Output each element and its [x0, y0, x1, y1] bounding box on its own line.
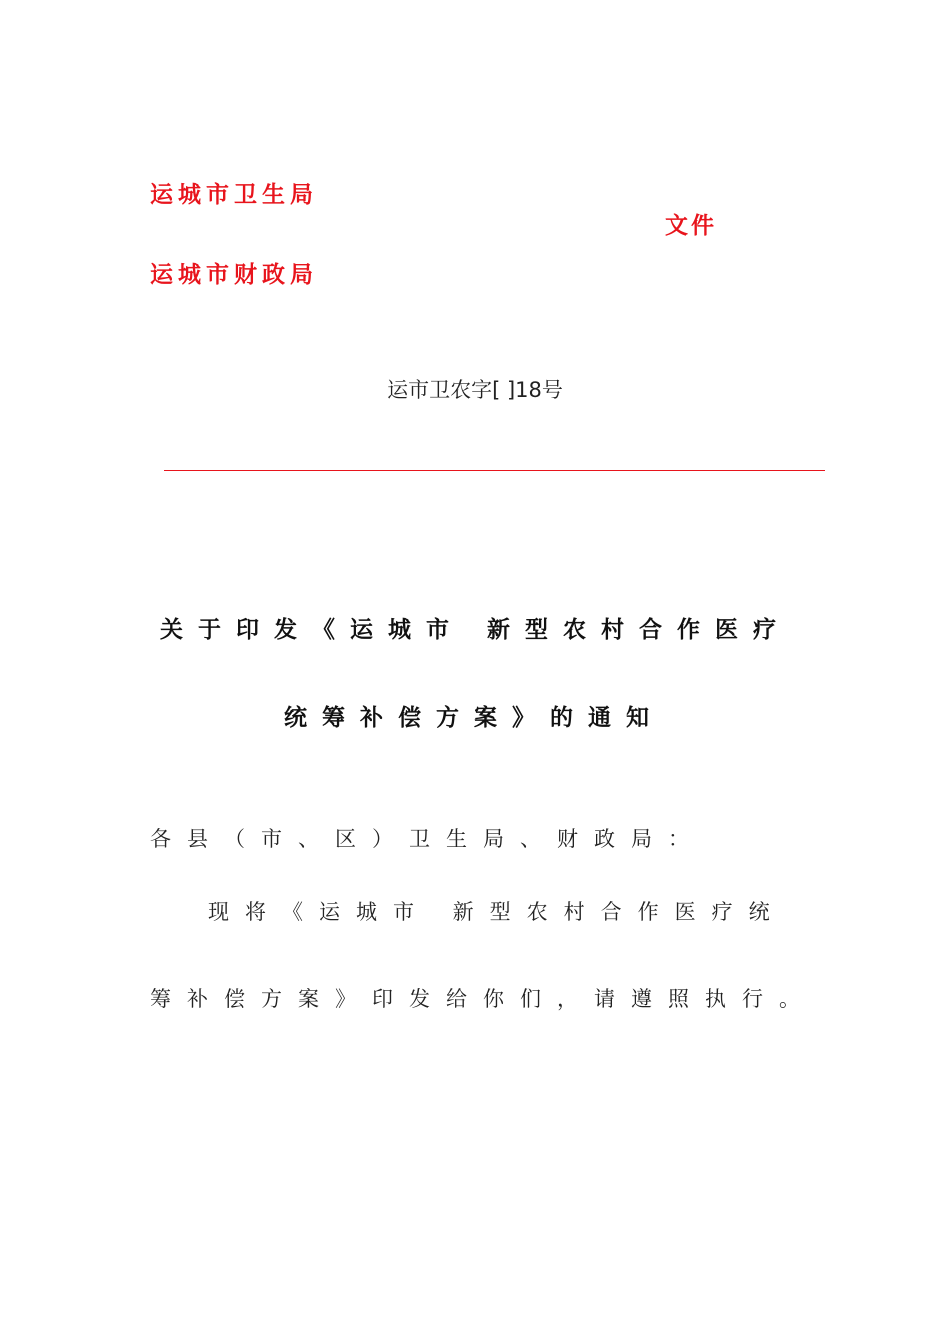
header-divider — [164, 470, 825, 471]
document-title-line-1: 关于印发《运城市 新型农村合作医疗 — [160, 617, 792, 643]
document-number: 运市卫农字[ ]18号 — [387, 378, 563, 402]
salutation: 各县（市、区）卫生局、财政局： — [150, 827, 705, 851]
issuer-health-bureau: 运城市卫生局 — [150, 182, 318, 208]
document-title-line-2: 统筹补偿方案》的通知 — [284, 705, 664, 731]
issuer-finance-bureau: 运城市财政局 — [150, 262, 318, 288]
body-paragraph-line-2: 筹补偿方案》印发给你们，请遵照执行。 — [150, 987, 816, 1011]
document-suffix: 文件 — [665, 213, 717, 239]
body-paragraph-line-1: 现将《运城市 新型农村合作医疗统 — [208, 900, 786, 924]
